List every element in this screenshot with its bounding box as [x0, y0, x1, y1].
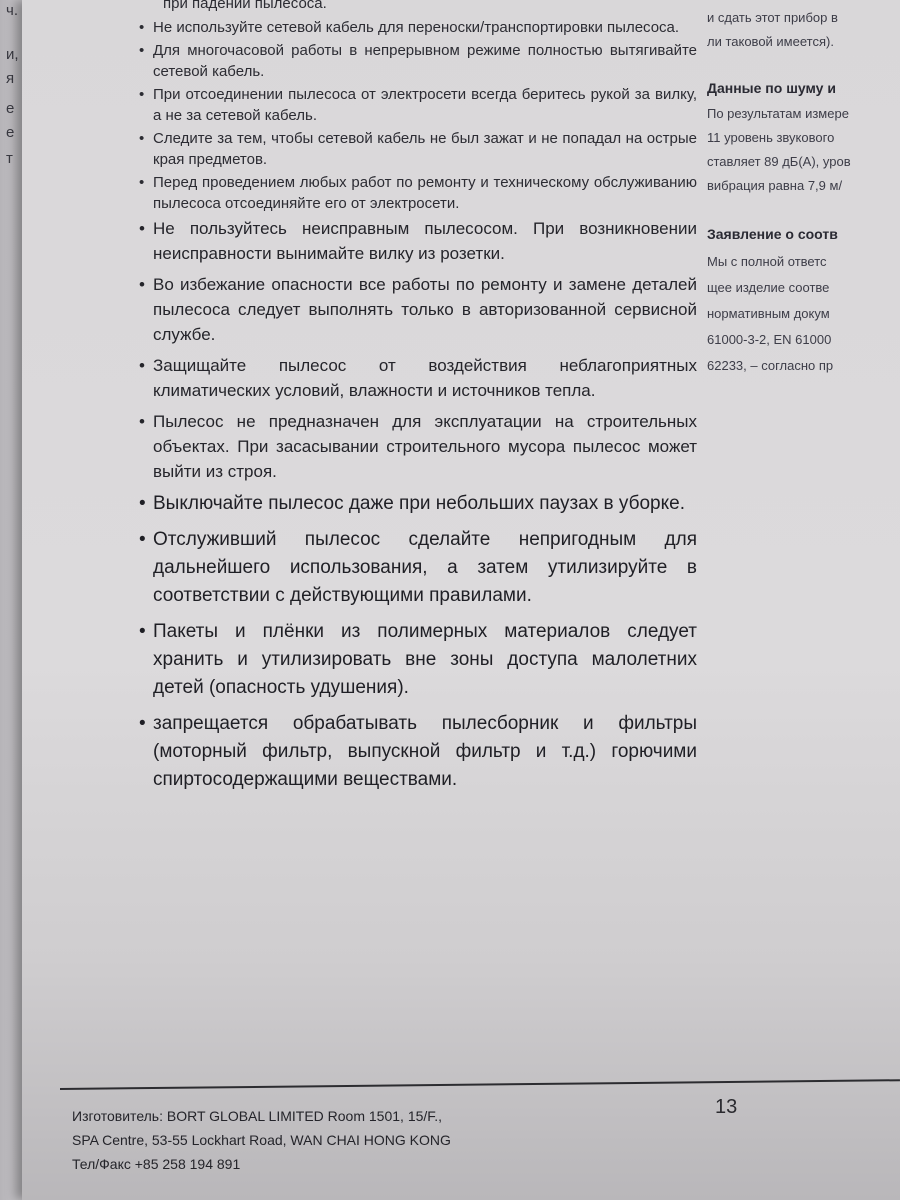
safety-bullet: • Защищайте пылесос от воздействия неблагоприятных климатических условий, влажности и источников тепла.	[137, 353, 697, 403]
conformity-line: Мы с полной ответс	[707, 254, 827, 269]
continued-line: при падении пылесоса.	[163, 0, 327, 12]
safety-bullet: • При отсоединении пылесоса от электросети всегда беритесь рукой за вилку, а не за сетевой кабель.	[137, 84, 697, 126]
safety-bullet: • Следите за тем, чтобы сетевой кабель не был зажат и не попадал на острые края предметов.	[137, 128, 697, 170]
left-page-fragment: е	[6, 100, 15, 117]
noise-data-heading: Данные по шуму и	[707, 80, 836, 96]
safety-bullet-list	[137, 17, 697, 794]
left-page-fragment: и,	[6, 46, 19, 63]
conformity-line: нормативным докум	[707, 306, 830, 321]
right-top-line: ли таковой имеется).	[707, 34, 834, 49]
manual-page	[22, 0, 900, 1200]
conformity-line: 62233, – согласно пр	[707, 358, 834, 373]
noise-data-line: ставляет 89 дБ(А), уров	[707, 154, 851, 169]
safety-bullet: • Для многочасовой работы в непрерывном режиме полностью вытягивайте сетевой кабель.	[137, 40, 697, 82]
noise-data-line: По результатам измере	[707, 106, 849, 121]
left-page-fragment: ч.	[6, 2, 18, 19]
safety-bullet: • Во избежание опасности все работы по ремонту и замене деталей пылесоса следует выполнять только в авторизованной сервисной службе.	[137, 272, 697, 347]
safety-bullet: • Не пользуйтесь неисправным пылесосом. При возникновении неисправности вынимайте вилку из розетки.	[137, 216, 697, 266]
safety-bullet: • Выключайте пылесос даже при небольших паузах в уборке.	[137, 490, 697, 518]
left-page-fragment: я	[6, 70, 15, 87]
right-top-line: и сдать этот прибор в	[707, 10, 838, 25]
manufacturer-line: Изготовитель: BORT GLOBAL LIMITED Room 1501, 15/F.,	[72, 1108, 443, 1124]
safety-bullet: • Пакеты и плёнки из полимерных материалов следует хранить и утилизировать вне зоны доступа малолетних детей (опасность удушения).	[137, 618, 697, 702]
safety-bullet: • Перед проведением любых работ по ремонту и техническому обслуживанию пылесоса отсоединяйте его от электросети.	[137, 172, 697, 214]
noise-data-line: вибрация равна 7,9 м/	[707, 178, 843, 193]
conformity-line: 61000-3-2, EN 61000	[707, 332, 832, 347]
noise-data-line: 11 уровень звукового	[707, 130, 835, 145]
safety-bullet: • Пылесос не предназначен для эксплуатации на строительных объектах. При засасывании строительного мусора пылесос может выйти из строя.	[137, 409, 697, 484]
conformity-heading: Заявление о соотв	[707, 226, 838, 242]
manufacturer-address-line: SPA Centre, 53-55 Lockhart Road, WAN CHAI HONG KONG	[72, 1132, 451, 1148]
conformity-line: щее изделие соотве	[707, 280, 830, 295]
safety-instructions-column	[137, 0, 697, 802]
safety-bullet: • Отслуживший пылесос сделайте непригодным для дальнейшего использования, а затем утилизируйте в соответствии с действующими правилами.	[137, 526, 697, 610]
phone-fax-line: Тел/Факс +85 258 194 891	[72, 1156, 241, 1172]
left-page-fragment: т	[6, 150, 13, 167]
safety-bullet: • запрещается обрабатывать пылесборник и фильтры (моторный фильтр, выпускной фильтр и т.д.) горючими спиртосодержащими веществами.	[137, 710, 697, 794]
manufacturer-info	[72, 1104, 451, 1176]
left-page-fragment: е	[6, 124, 15, 141]
safety-bullet: • Не используйте сетевой кабель для переноски/транспортировки пылесоса.	[137, 17, 697, 38]
page-number: 13	[715, 1096, 738, 1118]
